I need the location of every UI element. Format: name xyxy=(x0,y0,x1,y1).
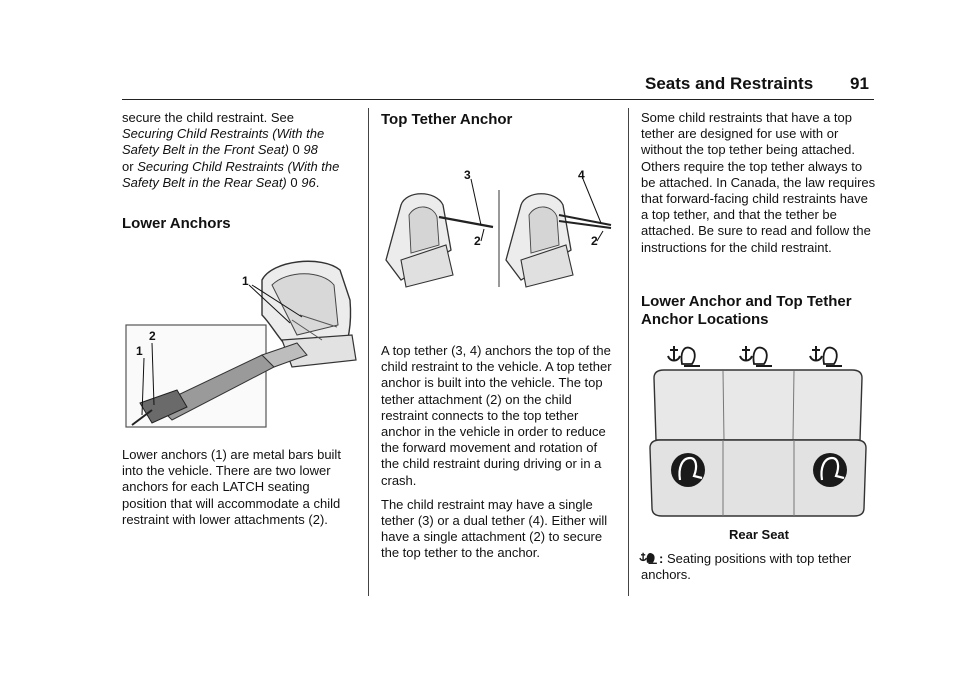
figure-label: 2 xyxy=(149,329,156,343)
figure-label: 1 xyxy=(136,344,143,358)
tether-anchor-icon xyxy=(668,346,700,366)
top-tether-heading: Top Tether Anchor xyxy=(381,111,513,128)
tether-requirements-paragraph: Some child restraints that have a top tether are designed for use with or without the top tether being attached. Others require the top tether always to be attached. In Canada, the law requires that forward-facing child restraints have a top tether, and that the tether be attached. Be sure to read and follow the instructions for the child restraint. xyxy=(641,110,876,255)
legend-separator: : xyxy=(659,551,664,566)
xref-page-96[interactable]: 96 xyxy=(301,174,316,190)
tether-anchor-icon xyxy=(740,346,772,366)
intro-text: secure the child restraint. See xyxy=(122,110,294,125)
icon-legend xyxy=(641,550,877,583)
anchor-locations-heading: Lower Anchor and Top Tether Anchor Locations xyxy=(641,293,852,328)
top-tether-body xyxy=(381,343,617,562)
lower-anchors-illustration xyxy=(122,255,358,430)
figure-label: 1 xyxy=(242,274,249,288)
xref-page-98[interactable]: 98 xyxy=(303,142,318,158)
legend-text: Seating positions with top tether anchors. xyxy=(641,551,852,583)
child-seat-icon xyxy=(671,453,705,487)
seat-back xyxy=(654,370,862,440)
column-divider xyxy=(628,108,629,596)
top-tether-illustration xyxy=(381,165,621,295)
lower-anchors-paragraph: Lower anchors (1) are metal bars built into the vehicle. There are two lower anchors for each LATCH seating position that will accommodate a child restraint with lower attachments (2). xyxy=(122,447,341,527)
figure-caption: Rear Seat xyxy=(729,527,789,542)
lower-anchors-body xyxy=(122,447,358,528)
or-word: or xyxy=(122,158,134,174)
rear-seat-diagram xyxy=(648,338,868,523)
top-tether-paragraph-1: A top tether (3, 4) anchors the top of the child restraint to the vehicle. A top tether anchor is built into the vehicle. The top tether attachment (2) on the child restraint connects to the top tether anchor in the vehicle in order to reduce the forward movement and rotation of the child restraint during driving or in a crash. xyxy=(381,343,612,488)
figure-label: 2 xyxy=(474,234,481,248)
column-3-intro xyxy=(641,110,877,256)
tether-anchor-icon xyxy=(810,346,842,366)
figure-label: 2 xyxy=(591,234,598,248)
tether-anchor-icon xyxy=(641,550,659,566)
child-seat-icon xyxy=(813,453,847,487)
xref-securing-rear[interactable]: Securing Child Restraints (With the Safety Belt in the Rear Seat) xyxy=(122,158,340,190)
column-1-intro xyxy=(122,110,358,191)
figure-label: 4 xyxy=(578,168,585,182)
column-divider xyxy=(368,108,369,596)
xref-arrow-icon: 0 xyxy=(290,174,298,190)
top-tether-paragraph-2: The child restraint may have a single tether (3) or a dual tether (4). Either will have a single attachment (2) to secure the top tether to the anchor. xyxy=(381,496,608,561)
xref-securing-front[interactable]: Securing Child Restraints (With the Safety Belt in the Front Seat) xyxy=(122,126,325,158)
xref-arrow-icon: 0 xyxy=(292,142,300,158)
section-title: Seats and Restraints xyxy=(645,74,814,93)
figure-label: 3 xyxy=(464,168,471,182)
period: . xyxy=(315,174,320,190)
lower-anchors-heading: Lower Anchors xyxy=(122,215,231,232)
page-number: 91 xyxy=(850,74,869,93)
header-rule xyxy=(122,99,874,100)
